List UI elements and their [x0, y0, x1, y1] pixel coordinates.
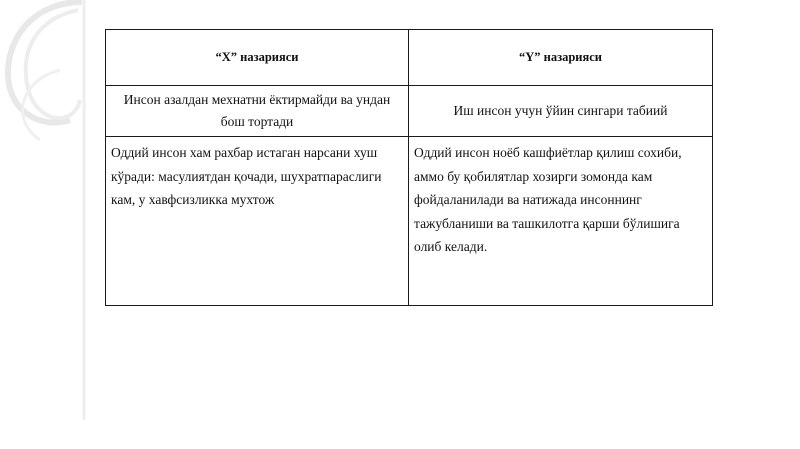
- table-row-details: [106, 137, 713, 306]
- thesis-theory-x: Инсон азалдан мехнатни ёктирмайди ва ундан бош тортади: [106, 86, 409, 137]
- table-header-row: [106, 30, 713, 86]
- details-theory-x: Оддий инсон хам рахбар истаган нарсани хуш кўради: масулиятдан қочади, шухратпараслиги кам, у хавфсизликка мухтож: [106, 137, 409, 306]
- header-theory-y: “Y” назарияси: [409, 30, 713, 86]
- header-theory-x: “Х” назарияси: [106, 30, 409, 86]
- decorative-swirl-graphic: [0, 0, 120, 449]
- table-row-thesis: [106, 86, 713, 137]
- details-theory-y: Оддий инсон ноёб кашфиётлар қилиш сохиби, аммо бу қобилятлар хозирги зомонда кам фойдаланилади ва натижада инсоннинг тажубланиши ва ташкилотга қарши бўлишига олиб келади.: [409, 137, 713, 306]
- thesis-theory-y: Иш инсон учун ўйин сингари табиий: [409, 86, 713, 137]
- comparison-table: [105, 29, 713, 306]
